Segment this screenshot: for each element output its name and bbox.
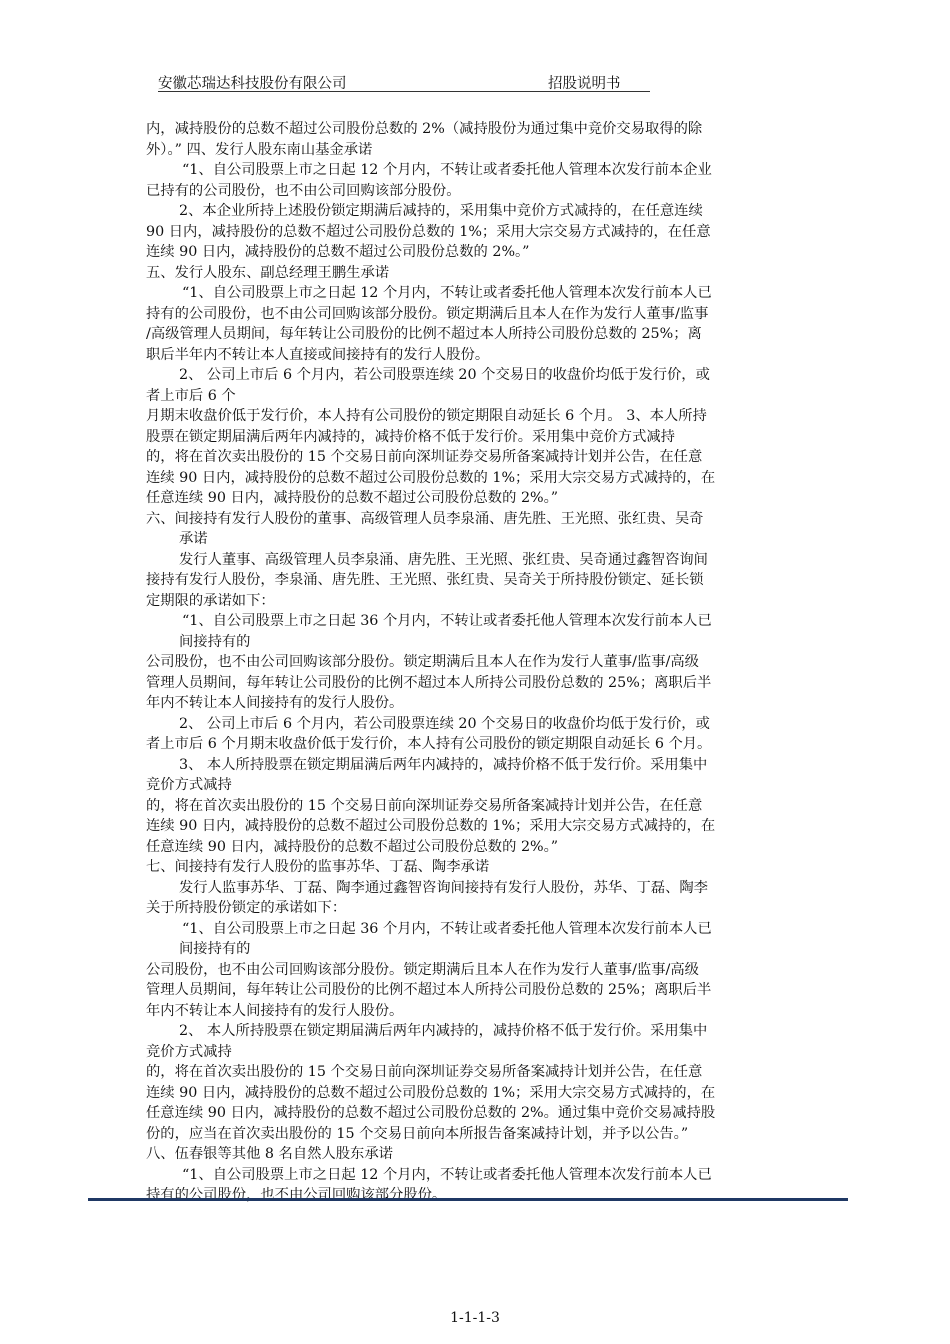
text-line: 份的，应当在首次卖出股份的 15 个交易日前向本所报告备案减持计划，并予以公告。”: [146, 1125, 689, 1142]
text-line: /高级管理人员期间，每年转让公司股份的比例不超过本人所持公司股份总数的 25%；离: [146, 326, 702, 342]
text-line: 年内不转让本人间接持有的发行人股份。: [146, 1002, 404, 1019]
text-line: 已持有的公司股份，也不由公司回购该部分股份。: [146, 182, 461, 199]
header-rule: [158, 91, 650, 92]
text-line: 股票在锁定期届满后两年内减持的，减持价格不低于发行价。采用集中竞价方式减持: [146, 428, 675, 445]
text-line: 竞价方式减持: [146, 1043, 232, 1060]
text-line: 关于所持股份锁定的承诺如下：: [146, 900, 347, 916]
text-line: 2、 本人所持股票在锁定期届满后两年内减持的，减持价格不低于发行价。采用集中: [179, 1023, 708, 1039]
text-line: 定期限的承诺如下：: [146, 592, 275, 609]
text-line: 间接持有的: [179, 633, 251, 650]
text-line: “1、自公司股票上市之日起 12 个月内，不转让或者委托他人管理本次发行前本企业: [182, 162, 712, 178]
text-line: 持有的公司股份，也不由公司回购该部分股份。: [146, 1187, 447, 1203]
footer-rule: [88, 1198, 848, 1201]
text-line: 竞价方式减持: [146, 777, 232, 793]
text-line: 外）。” 四、发行人股东南山基金承诺: [146, 141, 373, 158]
text-line: 八、伍春银等其他 8 名自然人股东承诺: [146, 1146, 393, 1162]
text-line: 公司股份，也不由公司回购该部分股份。锁定期满后且本人在作为发行人董事/监事/高级: [146, 961, 699, 978]
text-line: 任意连续 90 日内，减持股份的总数不超过公司股份总数的 2%。”: [146, 838, 559, 855]
text-line: “1、自公司股票上市之日起 12 个月内，不转让或者委托他人管理本次发行前本人已: [182, 1166, 712, 1183]
text-line: 2、 公司上市后 6 个月内，若公司股票连续 20 个交易日的收盘价均低于发行价，或: [179, 715, 710, 732]
text-line: 者上市后 6 个月期末收盘价低于发行价，本人持有公司股份的锁定期限自动延长 6 个月。: [146, 736, 712, 752]
text-line: 职后半年内不转让本人直接或间接持有的发行人股份。: [146, 346, 490, 363]
text-line: 连续 90 日内，减持股份的总数不超过公司股份总数的 1%；采用大宗交易方式减持的，在: [146, 469, 716, 486]
text-line: 七、间接持有发行人股份的监事苏华、丁磊、陶李承诺: [146, 859, 490, 875]
text-line: 的，将在首次卖出股份的 15 个交易日前向深圳证券交易所备案减持计划并公告，在任意: [146, 1064, 703, 1080]
text-line: 连续 90 日内，减持股份的总数不超过公司股份总数的 1%；采用大宗交易方式减持的，在: [146, 818, 716, 834]
text-line: 发行人董事、高级管理人员李泉涌、唐先胜、王光照、张红贵、吴奇通过鑫智咨询间: [179, 551, 708, 568]
text-line: 管理人员期间，每年转让公司股份的比例不超过本人所持公司股份总数的 25%；离职后半: [146, 674, 712, 691]
text-line: 内，减持股份的总数不超过公司股份总数的 2%（减持股份为通过集中竞价交易取得的除: [146, 121, 703, 137]
text-line: 2、 公司上市后 6 个月内，若公司股票连续 20 个交易日的收盘价均低于发行价，或: [179, 367, 710, 383]
text-line: 五、发行人股东、副总经理王鹏生承诺: [146, 264, 390, 281]
text-line: 任意连续 90 日内，减持股份的总数不超过公司股份总数的 2%。通过集中竞价交易减持股: [146, 1105, 716, 1121]
page-header: [158, 72, 658, 92]
text-line: 月期末收盘价低于发行价，本人持有公司股份的锁定期限自动延长 6 个月。 3、本人所持: [146, 408, 707, 424]
text-line: 公司股份，也不由公司回购该部分股份。锁定期满后且本人在作为发行人董事/监事/高级: [146, 654, 699, 670]
text-line: 连续 90 日内，减持股份的总数不超过公司股份总数的 1%；采用大宗交易方式减持的，在: [146, 1084, 716, 1101]
text-line: 者上市后 6 个: [146, 387, 236, 404]
text-line: 90 日内，减持股份的总数不超过公司股份总数的 1%；采用大宗交易方式减持的，在任意: [146, 223, 711, 240]
text-line: 任意连续 90 日内，减持股份的总数不超过公司股份总数的 2%。”: [146, 490, 559, 506]
text-line: “1、自公司股票上市之日起 36 个月内，不转让或者委托他人管理本次发行前本人已: [182, 920, 712, 937]
text-line: 2、本企业所持上述股份锁定期满后减持的，采用集中竞价方式减持的，在任意连续: [179, 203, 703, 219]
text-line: 六、间接持有发行人股份的董事、高级管理人员李泉涌、唐先胜、王光照、张红贵、吴奇: [146, 510, 704, 527]
text-line: 接持有发行人股份，李泉涌、唐先胜、王光照、张红贵、吴奇关于所持股份锁定、延长锁: [146, 572, 704, 588]
text-line: 3、 本人所持股票在锁定期届满后两年内减持的，减持价格不低于发行价。采用集中: [179, 756, 708, 773]
text-line: 管理人员期间，每年转让公司股份的比例不超过本人所持公司股份总数的 25%；离职后半: [146, 982, 712, 998]
text-line: 的，将在首次卖出股份的 15 个交易日前向深圳证券交易所备案减持计划并公告，在任意: [146, 449, 703, 465]
text-line: 的，将在首次卖出股份的 15 个交易日前向深圳证券交易所备案减持计划并公告，在任意: [146, 797, 703, 814]
text-line: “1、自公司股票上市之日起 12 个月内，不转让或者委托他人管理本次发行前本人已: [182, 285, 712, 301]
text-line: 连续 90 日内，减持股份的总数不超过公司股份总数的 2%。”: [146, 244, 530, 260]
text-line: 承诺: [179, 531, 208, 547]
header-document-type: 招股说明书: [548, 76, 621, 92]
text-line: 发行人监事苏华、丁磊、陶李通过鑫智咨询间接持有发行人股份，苏华、丁磊、陶李: [179, 879, 708, 896]
document-body: [146, 119, 806, 1206]
text-line: 年内不转让本人间接持有的发行人股份。: [146, 695, 404, 711]
text-line: “1、自公司股票上市之日起 36 个月内，不转让或者委托他人管理本次发行前本人已: [182, 613, 712, 629]
page-number: 1-1-1-3: [450, 1310, 500, 1326]
text-line: 持有的公司股份，也不由公司回购该部分股份。锁定期满后且本人在作为发行人董事/监事: [146, 305, 709, 322]
text-line: 间接持有的: [179, 941, 251, 957]
header-company-name: 安徽芯瑞达科技股份有限公司: [158, 76, 347, 92]
